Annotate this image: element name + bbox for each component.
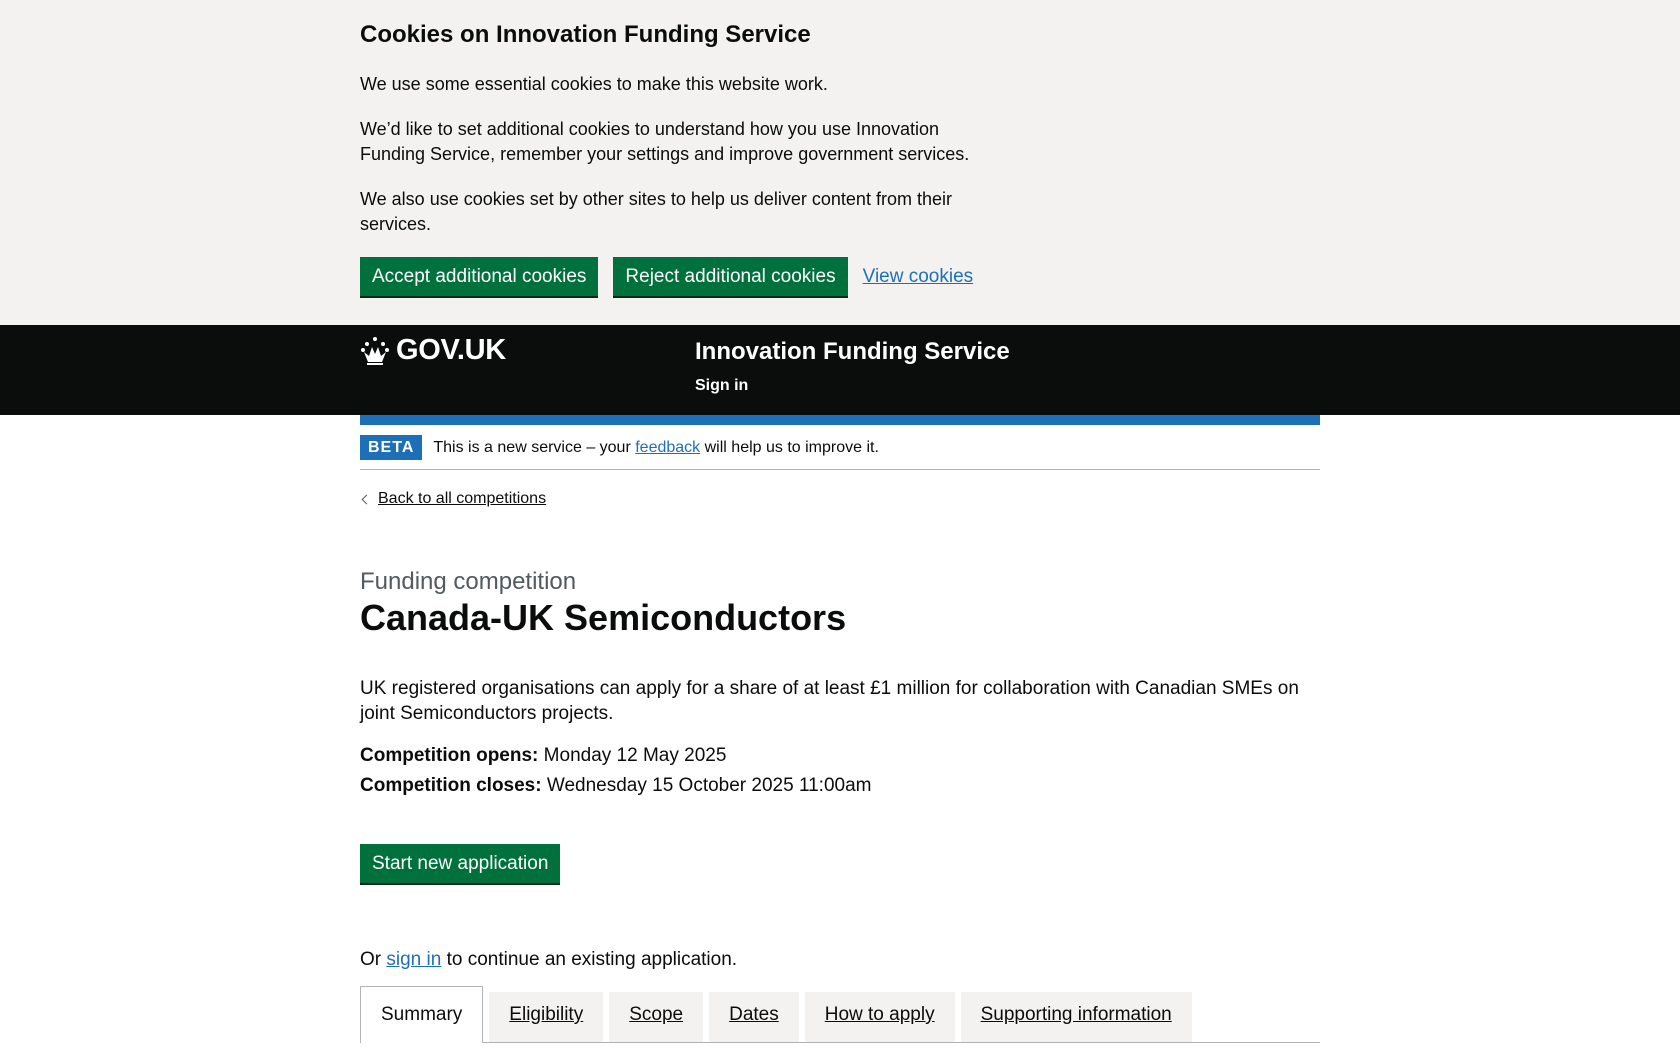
service-header [695, 325, 1010, 415]
cookie-banner-text-3: We also use cookies set by other sites to help us deliver content from their services. [360, 189, 952, 234]
competition-closes-label: Competition closes: [360, 775, 542, 796]
tab-supporting-information[interactable]: Supporting information [961, 992, 1192, 1042]
service-name-link[interactable]: Innovation Funding Service [695, 338, 1010, 365]
tab-scope[interactable]: Scope [609, 992, 703, 1042]
competition-dates [360, 743, 1320, 798]
tab-how-to-apply[interactable]: How to apply [805, 992, 955, 1042]
tab-dates[interactable]: Dates [709, 992, 799, 1042]
cookie-banner-text-1: We use some essential cookies to make this website work. [360, 74, 828, 94]
phase-text-before: This is a new service – your [433, 438, 631, 456]
sign-in-prompt [360, 947, 1320, 972]
competition-tabs [360, 987, 1320, 1043]
back-link-label: Back to all competitions [378, 490, 547, 507]
tab-eligibility[interactable]: Eligibility [489, 992, 603, 1042]
sign-in-prefix: Or [360, 949, 382, 970]
sign-in-link[interactable]: sign in [386, 949, 442, 970]
start-new-application-button[interactable]: Start new application [360, 844, 560, 883]
govuk-logo-link[interactable] [360, 325, 695, 415]
nav-sign-in-link[interactable]: Sign in [695, 377, 749, 394]
cookie-banner-actions [360, 257, 1320, 296]
cookie-banner-title: Cookies on Innovation Funding Service [360, 21, 811, 48]
competition-opens [360, 743, 1320, 768]
phase-banner-text [433, 438, 879, 458]
sign-in-suffix: to continue an existing application. [446, 949, 738, 970]
competition-summary: UK registered organisations can apply for a share of at least £1 million for collaboration with Canadian SMEs on joint Semiconductors projects. [360, 678, 1299, 724]
competition-opens-label: Competition opens: [360, 745, 539, 766]
view-cookies-link[interactable]: View cookies [862, 265, 974, 287]
beta-tag: BETA [360, 435, 422, 460]
accept-cookies-button[interactable]: Accept additional cookies [360, 257, 598, 296]
competition-opens-value: Monday 12 May 2025 [543, 745, 727, 766]
cookie-banner-text-2: We’d like to set additional cookies to understand how you use Innovation Funding Service, remember your settings and improve government services. [360, 119, 970, 164]
phase-text-after: will help us to improve it. [704, 438, 879, 456]
chevron-left-icon [362, 494, 372, 504]
site-header [0, 325, 1680, 415]
back-link[interactable] [360, 490, 546, 508]
reject-cookies-button[interactable]: Reject additional cookies [613, 257, 847, 296]
govuk-logo-text: GOV.UK [396, 334, 506, 366]
phase-banner [360, 425, 1320, 470]
competition-closes-value: Wednesday 15 October 2025 11:00am [546, 775, 872, 796]
feedback-link[interactable]: feedback [635, 438, 701, 456]
page-title: Canada-UK Semiconductors [360, 597, 847, 638]
cookie-banner [0, 0, 1680, 325]
header-blue-bar [360, 415, 1320, 425]
tab-summary[interactable]: Summary [360, 986, 483, 1043]
crown-icon [360, 335, 390, 370]
competition-closes [360, 773, 1320, 798]
page-caption: Funding competition [360, 568, 577, 595]
